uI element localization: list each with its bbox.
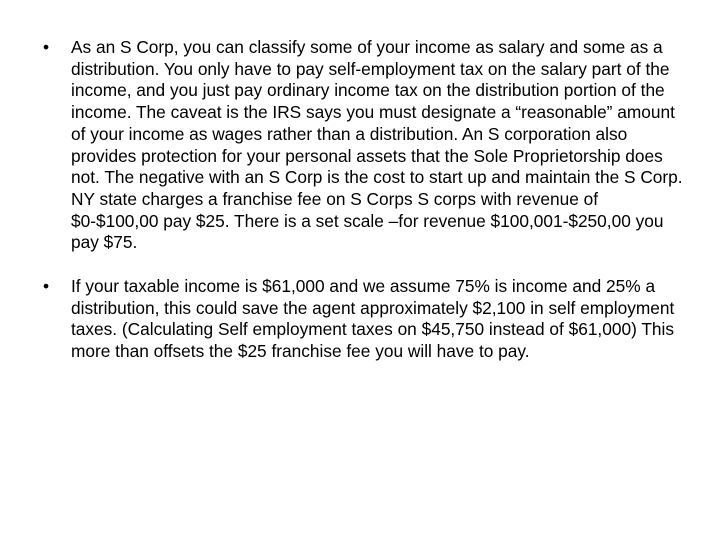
bullet-text: If your taxable income is $61,000 and we assume 75% is income and 25% a distribution, this could save the agent approximately $2,100 in self employment taxes. (Calculating Self employment taxes on $45,750 instead of $61,000) This more than offsets the $25 franchise fee you will have to pay. xyxy=(71,276,675,362)
bullet-text: As an S Corp, you can classify some of your income as salary and some as a distribution. You only have to pay self-employment tax on the salary part of the income, and you just pay ordinary income tax on the distribution portion of the income. The caveat is the IRS says you must designate a “reasonable” amount of your income as wages rather than a distribution. An S corporation also provides protection for your personal assets that the Sole Proprietorship does not. The negative with an S Corp is the cost to start up and maintain the S Corp. NY state charges a franchise fee on S Corps S corps with revenue of $0-$100,00 pay $25. There is a set scale –for revenue $100,001-$250,00 you pay $75. xyxy=(71,37,683,253)
bullet-list xyxy=(36,37,684,363)
bullet-item-savings-example xyxy=(36,276,684,363)
bullet-icon: • xyxy=(42,276,50,297)
bullet-icon: • xyxy=(42,37,50,57)
bullet-item-s-corp-overview xyxy=(36,37,684,254)
